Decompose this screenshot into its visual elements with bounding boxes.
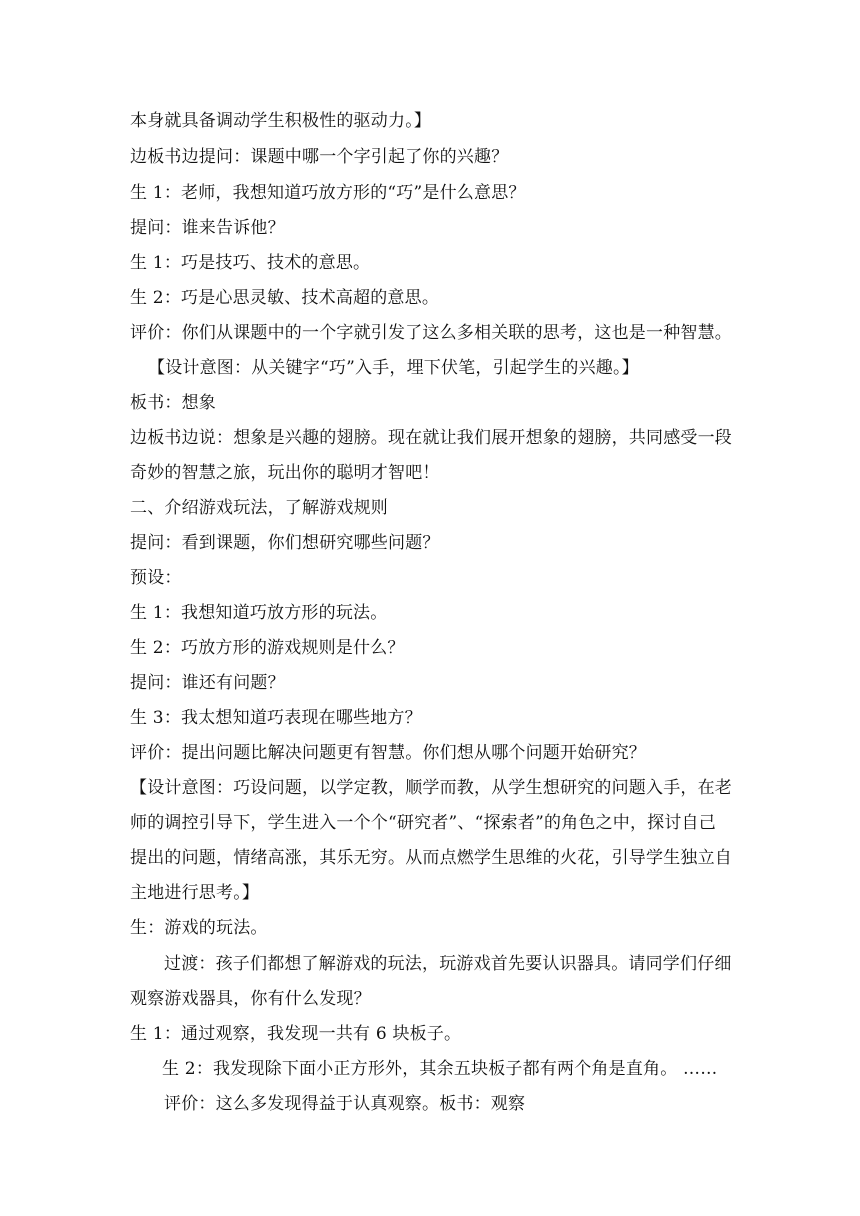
text-line: 提问：看到课题，你们想研究哪些问题？	[130, 533, 440, 553]
text-line: 生 2：我发现除下面小正方形外，其余五块板子都有两个角是直角。 ……	[162, 1059, 718, 1079]
text-line: 评价：你们从课题中的一个字就引发了这么多相关联的思考，这也是一种智慧。	[130, 323, 732, 343]
text-line: 奇妙的智慧之旅，玩出你的聪明才智吧！	[130, 463, 440, 483]
text-line: 过渡：孩子们都想了解游戏的玩法，玩游戏首先要认识器具。请同学们仔细	[164, 954, 732, 974]
section-heading: 二、介绍游戏玩法，了解游戏规则	[130, 498, 388, 518]
text-line: 生 1：老师，我想知道巧放方形的“巧”是什么意思？	[130, 183, 526, 203]
text-line: 生 1：我想知道巧放方形的玩法。	[130, 603, 388, 623]
design-intent-note: 师的调控引导下，学生进入一个个“研究者”、“探索者”的角色之中，探讨自己	[130, 813, 716, 833]
text-line: 提问：谁还有问题？	[130, 673, 285, 693]
text-line: 预设：	[130, 568, 182, 588]
text-line: 观察游戏器具，你有什么发现？	[130, 989, 371, 1009]
text-line: 评价：提出问题比解决问题更有智慧。你们想从哪个问题开始研究？	[130, 743, 646, 763]
text-line: 本身就具备调动学生积极性的驱动力。】	[130, 111, 432, 131]
text-line: 生 3：我太想知道巧表现在哪些地方？	[130, 708, 422, 728]
design-intent-note: 【设计意图：从关键字“巧”入手，埋下伏笔，引起学生的兴趣。】	[148, 358, 639, 378]
text-line: 生 1：巧是技巧、技术的意思。	[130, 253, 371, 273]
design-intent-note: 提出的问题，情绪高涨，其乐无穷。从而点燃学生思维的火花，引导学生独立自	[130, 848, 732, 868]
text-line: 边板书边说：想象是兴趣的翅膀。现在就让我们展开想象的翅膀，共同感受一段	[130, 428, 732, 448]
text-line: 板书：想象	[130, 393, 216, 413]
text-line: 评价：这么多发现得益于认真观察。板书：观察	[164, 1094, 526, 1114]
text-line: 生 2：巧放方形的游戏规则是什么？	[130, 638, 405, 658]
design-intent-note: 主地进行思考。】	[130, 883, 260, 903]
text-line: 生 1：通过观察，我发现一共有 6 块板子。	[130, 1024, 462, 1044]
text-line: 边板书边提问：课题中哪一个字引起了你的兴趣？	[130, 147, 509, 167]
text-line: 提问：谁来告诉他？	[130, 218, 285, 238]
design-intent-note: 【设计意图：巧设问题，以学定教，顺学而教，从学生想研究的问题入手，在老	[130, 778, 732, 798]
text-line: 生：游戏的玩法。	[130, 918, 268, 938]
text-line: 生 2：巧是心思灵敏、技术高超的意思。	[130, 288, 440, 308]
